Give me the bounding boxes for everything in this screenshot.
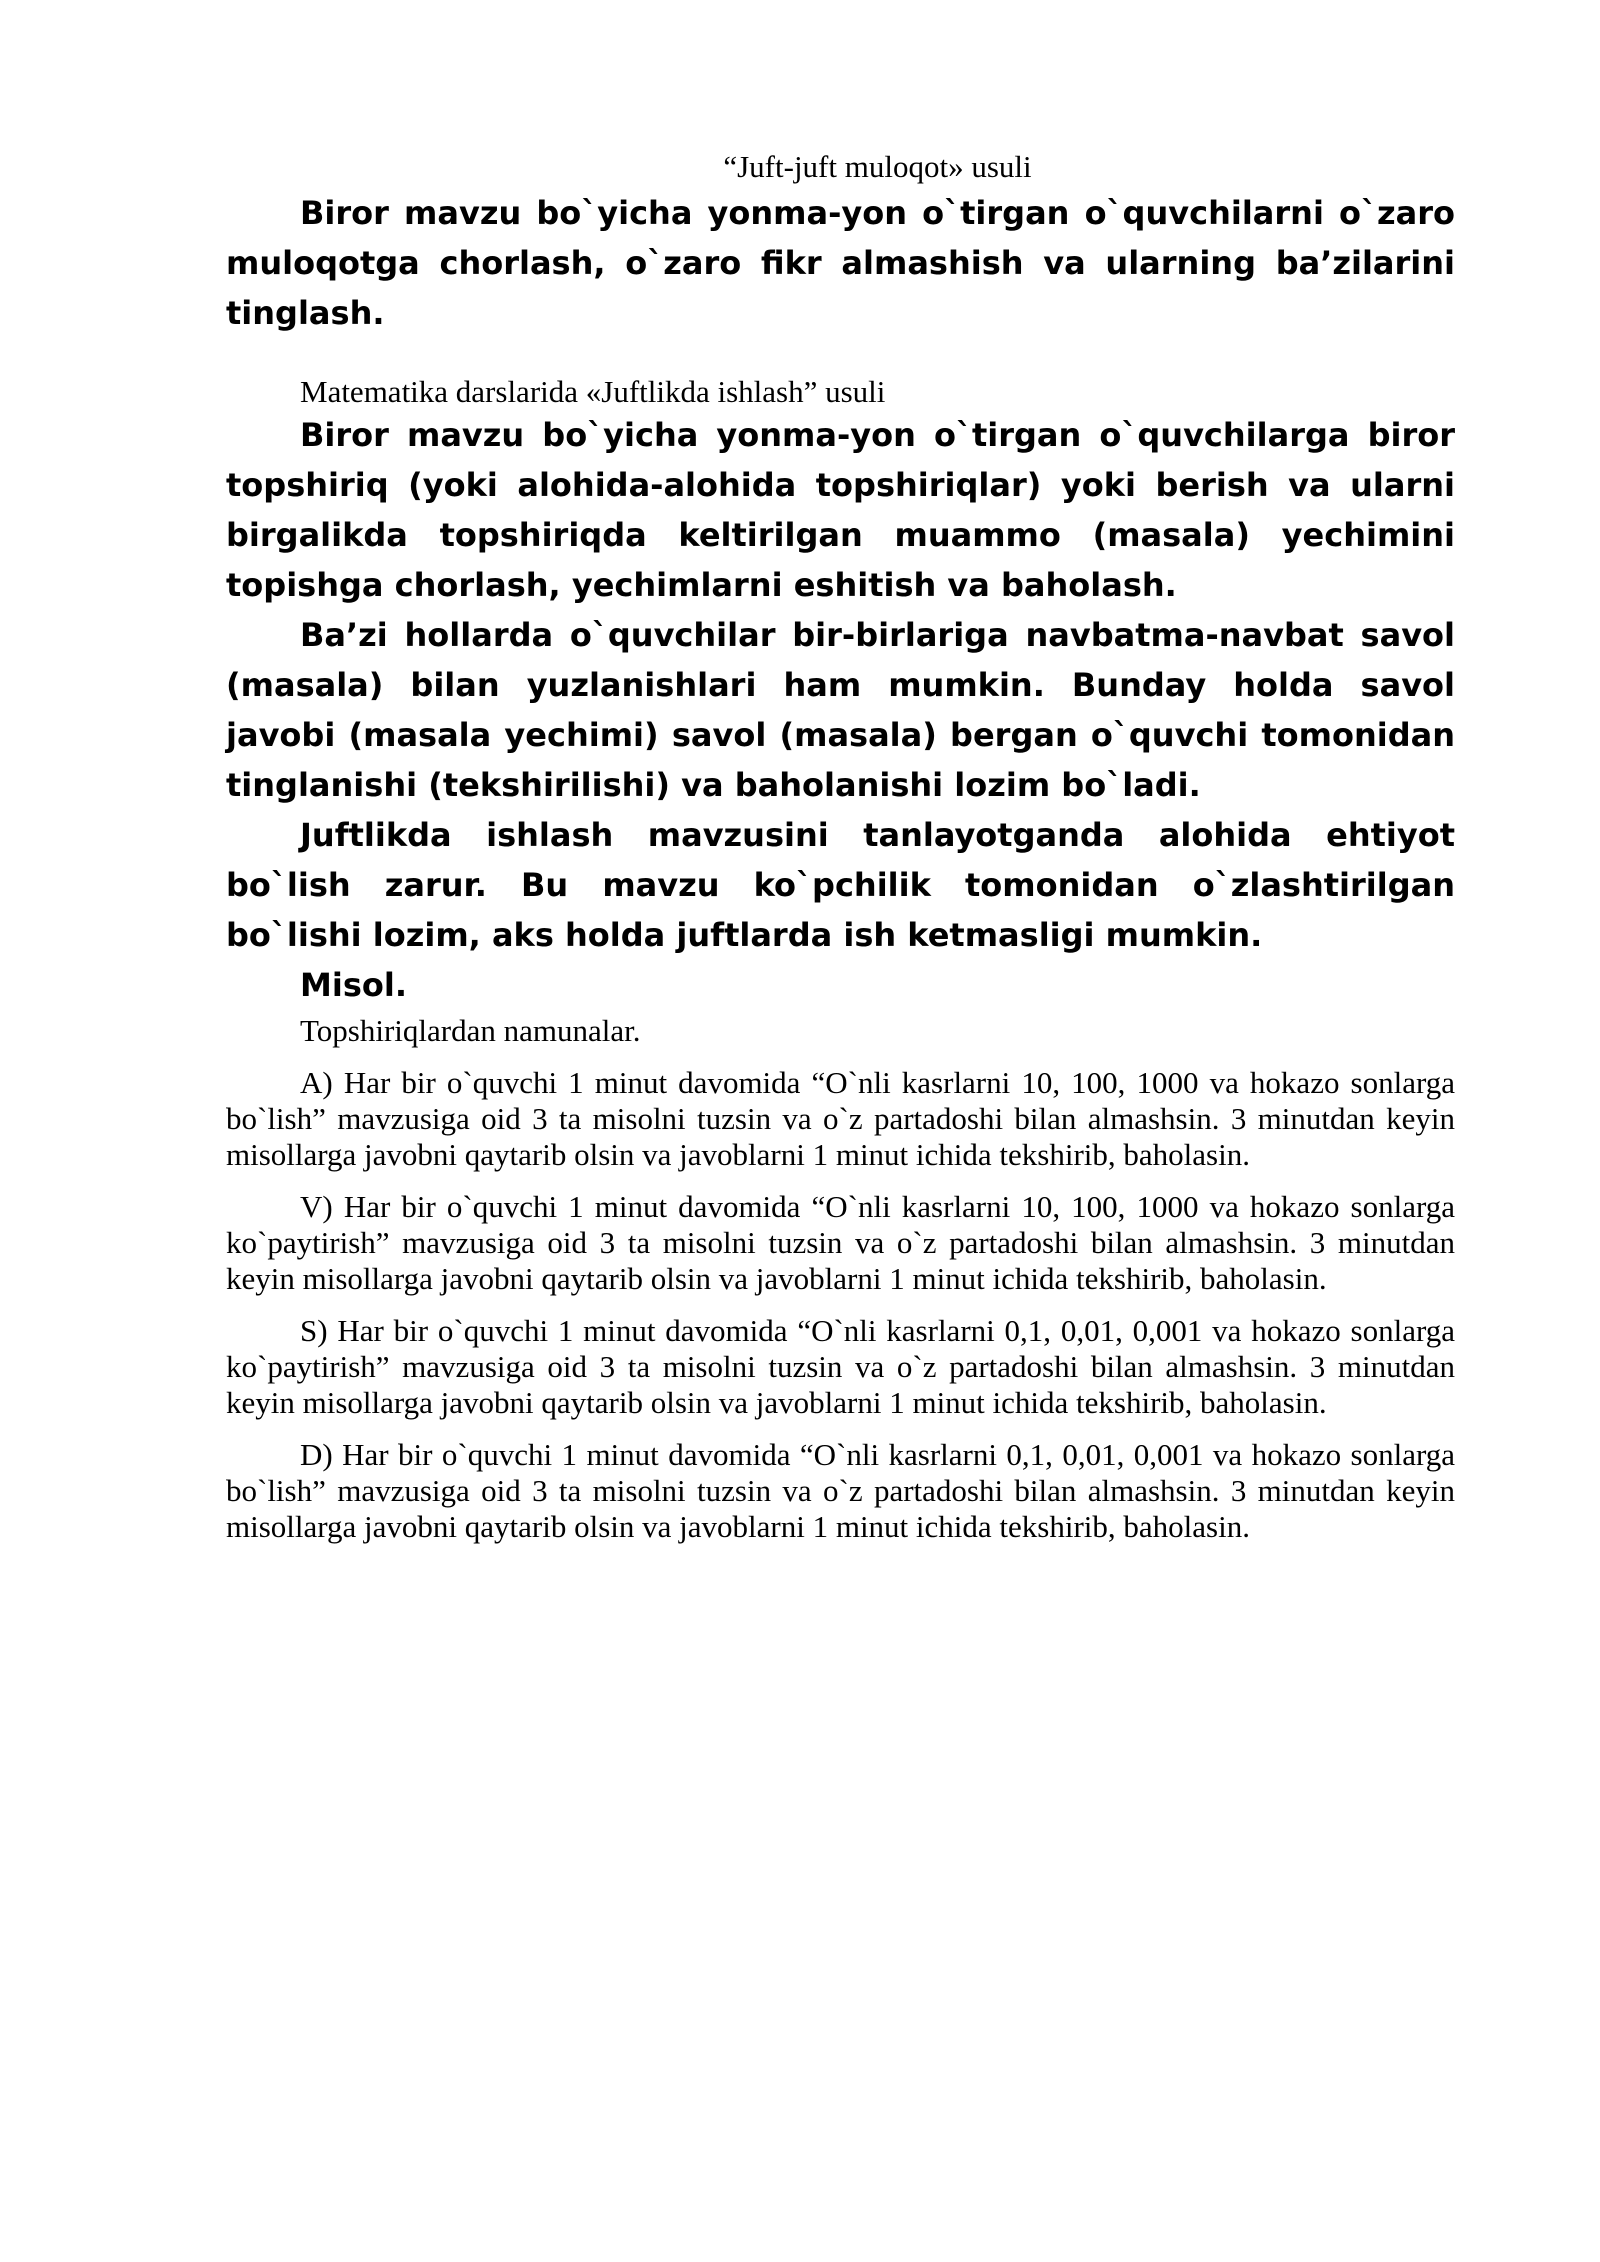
tasks-heading: Topshiriqlardan namunalar. xyxy=(300,1013,641,1048)
task-text: Har bir o`quvchi 1 minut davomida “O`nli kasrlarni 10, 100, 1000 va hokazo sonlarga bo`lish” mavzusiga oid 3 ta misolni tuzsin va o`z partadoshi bilan almashsin. 3 minutdan keyin misollarga javobni qaytarib olsin va javoblarni 1 minut ichida tekshirib, baholasin. xyxy=(226,1065,1455,1172)
task-item-d xyxy=(226,1437,1455,1545)
paragraph: Biror mavzu bo`yicha yonma-yon o`tirgan o`quvchilarga biror topshiriq (yoki alohida-alohida topshiriqlar) yoki berish va ularni birgalikda topshiriqda keltirilgan muammo (masala) yechimini topishga chorlash, yechimlarni eshitish va baholash. xyxy=(226,416,1455,604)
intro-paragraph: Biror mavzu bo`yicha yonma-yon o`tirgan o`quvchilarni o`zaro muloqotga chorlash, o`zaro fikr almashish va ularning ba’zilarini tinglash. xyxy=(226,194,1455,332)
paragraph: Juftlikda ishlash mavzusini tanlayotganda alohida ehtiyot bo`lish zarur. Bu mavzu ko`pchilik tomonidan o`zlashtirilgan bo`lishi lozim, aks holda juftlarda ish ketmasligi mumkin. xyxy=(226,816,1455,954)
task-label: D) xyxy=(300,1437,333,1472)
task-label: S) xyxy=(300,1313,328,1348)
task-text: Har bir o`quvchi 1 minut davomida “O`nli kasrlarni 0,1, 0,01, 0,001 va hokazo sonlarga ko`paytirish” mavzusiga oid 3 ta misolni tuzsin va o`z partadoshi bilan almashsin. 3 minutdan keyin misollarga javobni qaytarib olsin va javoblarni 1 minut ichida tekshirib, baholasin. xyxy=(226,1313,1455,1420)
task-label: A) xyxy=(300,1065,333,1100)
task-text: Har bir o`quvchi 1 minut davomida “O`nli kasrlarni 0,1, 0,01, 0,001 va hokazo sonlarga bo`lish” mavzusiga oid 3 ta misolni tuzsin va o`z partadoshi bilan almashsin. 3 minutdan keyin misollarga javobni qaytarib olsin va javoblarni 1 minut ichida tekshirib, baholasin. xyxy=(226,1437,1456,1544)
example-label: Misol. xyxy=(300,966,407,1004)
section-title: “Juft-juft muloqot» usuli xyxy=(723,149,1032,184)
task-label: V) xyxy=(300,1189,333,1224)
task-item-a xyxy=(226,1065,1455,1173)
paragraph: Ba’zi hollarda o`quvchilar bir-birlariga navbatma-navbat savol (masala) bilan yuzlanishlari ham mumkin. Bunday holda savol javobi (masala yechimi) savol (masala) bergan o`quvchi tomonidan tinglanishi (tekshirilishi) va baholanishi lozim bo`ladi. xyxy=(226,616,1455,804)
task-text: Har bir o`quvchi 1 minut davomida “O`nli kasrlarni 10, 100, 1000 va hokazo sonlarga ko`paytirish” mavzusiga oid 3 ta misolni tuzsin va o`z partadoshi bilan almashsin. 3 minutdan keyin misollarga javobni qaytarib olsin va javoblarni 1 minut ichida tekshirib, baholasin. xyxy=(226,1189,1455,1296)
section-subtitle: Matematika darslarida «Juftlikda ishlash” usuli xyxy=(300,374,886,409)
task-item-v xyxy=(226,1189,1455,1297)
task-item-s xyxy=(226,1313,1455,1421)
